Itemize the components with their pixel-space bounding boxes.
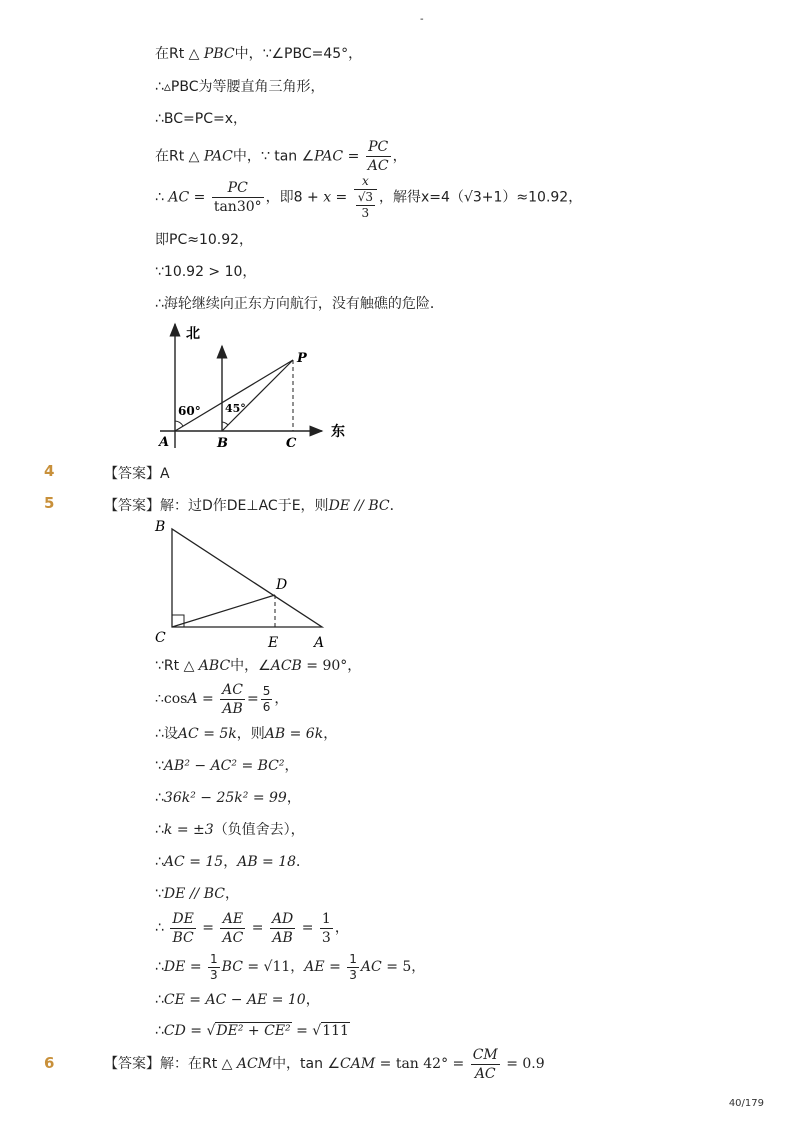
question-number: 6 xyxy=(44,1054,55,1072)
numerator: PC xyxy=(368,139,389,155)
math: AC xyxy=(168,189,190,206)
step-9: ∴ $\frac{DE}{BC}$ = $\frac{AE}{AC}$ = $\frac{AD}{AB}$ = $\frac{1}{3}$ ， xyxy=(155,910,349,946)
math: PAC xyxy=(314,148,344,165)
math: = xyxy=(185,959,207,975)
denominator: BC xyxy=(170,928,195,947)
math: PBC xyxy=(203,46,235,62)
text: 中，∵∠PBC=45°， xyxy=(234,46,363,62)
label-b: B xyxy=(217,436,228,451)
math: AC = 15 xyxy=(163,854,224,870)
text: ， xyxy=(274,691,289,707)
step-7 xyxy=(155,852,310,872)
denominator xyxy=(354,189,377,221)
answer-tag: 【答案】 xyxy=(104,498,160,514)
question-number: 4 xyxy=(44,462,55,480)
math: = 5， xyxy=(381,959,426,975)
step-10 xyxy=(155,948,425,986)
question-number: 5 xyxy=(44,494,55,512)
label-north: 北 xyxy=(186,326,200,342)
math: = 90°， xyxy=(301,658,362,674)
math: CD xyxy=(163,1023,186,1039)
segment-cd xyxy=(172,595,275,627)
label-p: P xyxy=(297,351,307,366)
fraction xyxy=(208,952,220,983)
text: 在Rt △ xyxy=(155,46,204,62)
answer-tag: 【答案】 xyxy=(104,1056,160,1072)
solution-line-5 xyxy=(155,174,582,221)
step-3 xyxy=(155,724,337,744)
math: AB = 6k xyxy=(264,726,324,742)
numerator: 5 xyxy=(262,683,271,698)
text: ， xyxy=(323,726,338,742)
triangle-abc xyxy=(172,529,322,627)
math: k = ±3 xyxy=(163,822,214,838)
answer-text: 解：在Rt △ xyxy=(160,1056,237,1072)
text: ∴ xyxy=(155,992,164,1008)
numerator: √3 xyxy=(357,190,374,204)
math: AC xyxy=(360,959,382,975)
solution-line-7: ∵10.92 > 10， xyxy=(155,264,257,280)
label-a: A xyxy=(159,435,170,450)
math: = 0.9 xyxy=(501,1056,545,1072)
line-bp xyxy=(222,360,293,431)
text: ， xyxy=(290,959,305,975)
math: = √ xyxy=(185,1023,216,1039)
text: ∴ xyxy=(155,790,164,806)
fraction xyxy=(347,952,359,983)
text: ． xyxy=(296,854,311,870)
numerator: x xyxy=(361,174,369,188)
math: ABC xyxy=(198,658,231,674)
denominator: AB xyxy=(220,699,245,718)
answer-line xyxy=(104,495,404,515)
math: AC = 5k xyxy=(177,726,237,742)
radicand: DE² + CE² xyxy=(216,1023,291,1039)
math: CE = AC − AE = 10 xyxy=(163,992,306,1008)
fraction xyxy=(471,1046,500,1083)
text: ， xyxy=(224,886,239,902)
text: ∵ xyxy=(155,758,164,774)
fraction xyxy=(170,910,195,947)
label-e: E xyxy=(268,635,279,651)
solution-line-4 xyxy=(155,138,407,175)
label-east: 东 xyxy=(331,424,345,440)
text: ， xyxy=(286,790,301,806)
fraction xyxy=(270,910,295,947)
math: AE xyxy=(304,959,325,975)
label-d: D xyxy=(276,577,288,593)
math: DE // BC xyxy=(163,886,225,902)
numerator: PC xyxy=(227,180,248,196)
text: ∴ xyxy=(155,920,164,936)
text: 在Rt △ xyxy=(155,148,204,165)
solution-line-3: ∴BC=PC=x， xyxy=(155,111,248,127)
text: ∴cos xyxy=(155,691,188,707)
solution-line-2: ∴▵PBC为等腰直角三角形， xyxy=(155,79,325,95)
fraction xyxy=(354,174,377,221)
top-mark: - xyxy=(420,14,424,25)
numerator: AE xyxy=(222,910,244,927)
denominator: AC xyxy=(471,1064,500,1083)
math: ACM xyxy=(236,1056,273,1072)
text: ， xyxy=(305,992,320,1008)
text: ，解得x=4（√3+1）≈10.92， xyxy=(379,189,583,206)
fraction xyxy=(212,179,264,216)
math: DE // BC xyxy=(328,498,390,514)
answer-text: 解：过D作DE⊥AC于E，则 xyxy=(160,498,329,514)
navigation-figure xyxy=(150,318,360,460)
text: ， xyxy=(392,148,407,165)
numerator: 1 xyxy=(321,910,331,927)
solution-line-6: 即PC≈10.92， xyxy=(155,232,254,248)
step-11 xyxy=(155,990,320,1010)
text: ，即8 + xyxy=(265,189,324,206)
math: = √ xyxy=(291,1023,322,1039)
text: ∴ xyxy=(155,189,169,206)
label-c: C xyxy=(155,630,166,646)
label-angle-45: 45° xyxy=(225,402,246,415)
text: ∵Rt △ xyxy=(155,658,199,674)
text: ∵ xyxy=(155,886,164,902)
text: ∴ xyxy=(155,959,164,975)
denominator: 3 xyxy=(210,967,218,982)
text: 中，tan ∠ xyxy=(272,1056,341,1072)
text: 中，∵ tan ∠ xyxy=(232,148,315,165)
math: = √11 xyxy=(242,959,291,975)
denominator: tan30° xyxy=(213,199,262,215)
step-1 xyxy=(155,656,361,676)
math: x xyxy=(323,189,332,206)
text: ∴ xyxy=(155,822,164,838)
math: 36k² − 25k² = 99 xyxy=(163,790,287,806)
text: = xyxy=(331,189,352,206)
fraction xyxy=(220,681,245,718)
math: = xyxy=(324,959,346,975)
step-2 xyxy=(155,680,288,718)
text: = xyxy=(343,148,364,165)
text: ， xyxy=(223,854,238,870)
math: ACB xyxy=(270,658,302,674)
text: ． xyxy=(389,498,404,514)
answer-text: A xyxy=(160,466,170,482)
triangle-figure xyxy=(150,515,340,655)
math: = xyxy=(197,691,219,707)
math: A xyxy=(187,691,198,707)
fraction xyxy=(366,138,391,175)
text: （负值舍去）， xyxy=(213,822,305,838)
page-number: 40/179 xyxy=(728,1098,764,1109)
denominator: AC xyxy=(222,929,244,946)
label-c: C xyxy=(286,436,297,451)
fraction xyxy=(220,910,245,947)
step-6 xyxy=(155,820,305,840)
text: ∴设 xyxy=(155,726,178,742)
text: = xyxy=(189,189,210,206)
step-12 xyxy=(155,1021,350,1041)
numerator: DE xyxy=(172,910,194,927)
math: DE xyxy=(163,959,186,975)
label-angle-60: 60° xyxy=(178,404,201,418)
label-a: A xyxy=(314,635,325,651)
angle-arc-b xyxy=(222,422,228,425)
step-5 xyxy=(155,788,301,808)
text: = xyxy=(246,691,259,707)
answer-line xyxy=(104,463,170,483)
numerator: 1 xyxy=(349,951,357,966)
numerator: AD xyxy=(271,910,294,927)
text: ∴ xyxy=(155,1023,164,1039)
math: CAM xyxy=(340,1056,376,1072)
fraction xyxy=(261,684,273,715)
math: PAC xyxy=(203,148,233,165)
radicand: 111 xyxy=(322,1023,349,1039)
denominator: 3 xyxy=(356,205,375,221)
denominator: AC xyxy=(367,158,389,174)
denominator: 3 xyxy=(349,967,357,982)
text: 中，∠ xyxy=(230,658,271,674)
angle-arc-a xyxy=(175,421,183,426)
denominator: 3 xyxy=(321,929,331,946)
math: BC xyxy=(221,959,243,975)
answer-line xyxy=(104,1044,545,1084)
text: ， xyxy=(334,920,349,936)
denominator: AB xyxy=(270,928,295,947)
step-8 xyxy=(155,884,239,904)
numerator: AC xyxy=(222,681,243,698)
answer-tag: 【答案】 xyxy=(104,466,160,482)
text: ，则 xyxy=(236,726,265,742)
math: AB = 18 xyxy=(237,854,297,870)
step-4 xyxy=(155,756,299,776)
numerator: CM xyxy=(472,1046,498,1063)
label-b: B xyxy=(155,519,166,535)
math: AB² − AC² = BC² xyxy=(163,758,285,774)
text: ， xyxy=(284,758,299,774)
math: = tan 42° = xyxy=(375,1056,469,1072)
denominator: 6 xyxy=(262,699,271,714)
solution-line-8: ∴海轮继续向正东方向航行，没有触礁的危险． xyxy=(155,296,444,312)
fraction xyxy=(320,910,333,947)
numerator: 1 xyxy=(210,951,218,966)
text: ∴ xyxy=(155,854,164,870)
solution-line-1 xyxy=(155,44,362,64)
line-ap xyxy=(175,360,293,431)
